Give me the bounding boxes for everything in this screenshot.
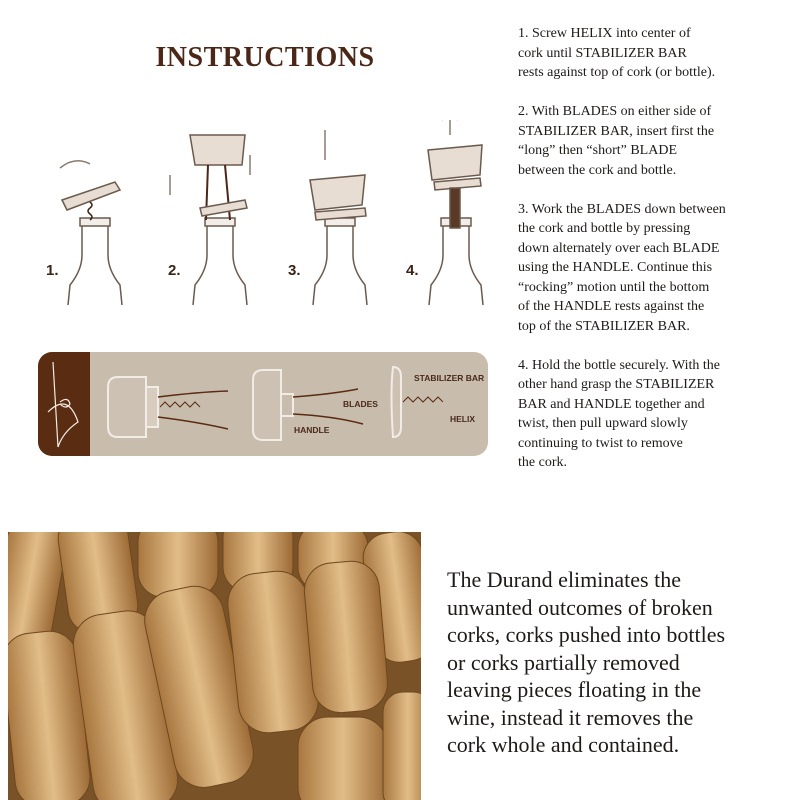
- parts-banner: [38, 352, 488, 456]
- corkscrew-step-1: [60, 161, 120, 220]
- step-2-text: 2. With BLADES on either side of STABILIZER BAR, insert first the “long” then “short” BLADE between the cork and bottle.: [518, 104, 715, 178]
- instruction-steps: [518, 24, 768, 492]
- step-number-2: 2.: [168, 262, 181, 279]
- bottle-step-3: [310, 130, 367, 305]
- product-pitch: The Durand eliminates the unwanted outcomes of broken corks, corks pushed into bottles or corks partially removed leaving pieces floating in the wine, instead it removes the cork whole and contained.: [447, 567, 726, 757]
- bottle-step-2: [170, 135, 250, 305]
- step-3-text: 3. Work the BLADES down between the cork and bottle by pressing down alternately over each BLADE using the HANDLE. Continue this “rocking” motion until the bottom of the HANDLE rests against the top of the STABILIZER BAR.: [518, 201, 726, 334]
- helix-label: HELIX: [450, 414, 476, 424]
- blades-label: BLADES: [343, 399, 378, 409]
- step-number-3: 3.: [288, 262, 301, 279]
- stabilizer-bar-label: STABILIZER BAR: [414, 373, 485, 383]
- handle-label: HANDLE: [294, 425, 330, 435]
- bottle-step-4: [428, 120, 483, 305]
- step-number-4: 4.: [406, 262, 419, 279]
- page-title: INSTRUCTIONS: [155, 42, 375, 73]
- step-number-1: 1.: [46, 262, 59, 279]
- step-1-text: 1. Screw HELIX into center of cork until STABILIZER BAR rests against top of cork (or bottle).: [518, 26, 716, 80]
- step-illustrations: [30, 120, 500, 310]
- step-4-text: 4. Hold the bottle securely. With the other hand grasp the STABILIZER BAR and HANDLE together and twist, then pull upward slowly continuing to twist to remove the cork.: [518, 357, 721, 470]
- assembled-corkscrew-drawing: [108, 377, 228, 437]
- corks-photo: [8, 532, 421, 800]
- bottle-step-1: [68, 218, 122, 305]
- signature-logo: [38, 352, 90, 456]
